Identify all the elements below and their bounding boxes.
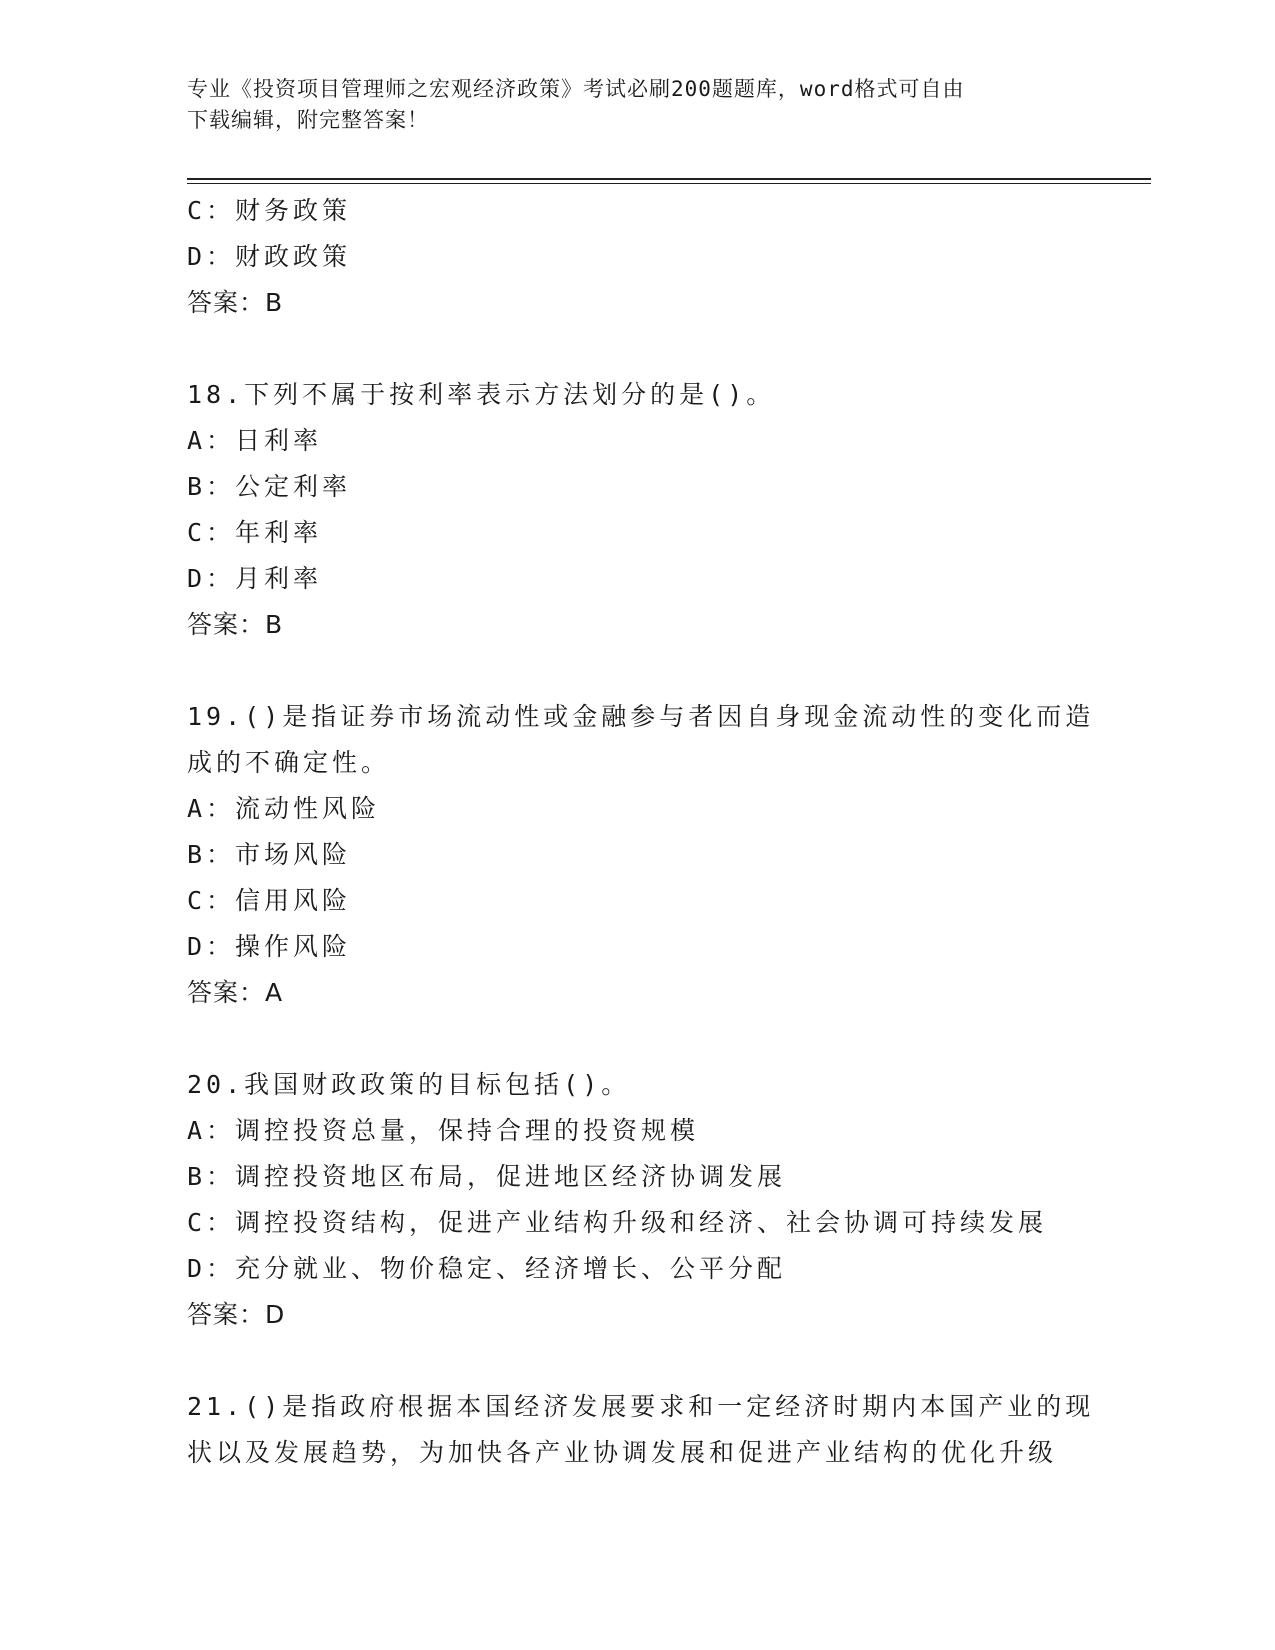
option-b: B：调控投资地区布局，促进地区经济协调发展	[187, 1162, 787, 1191]
option-c: C：信用风险	[187, 886, 352, 915]
question-text-line-2: 状以及发展趋势，为加快各产业协调发展和促进产业结构的优化升级	[187, 1438, 1058, 1467]
option-d: D：财政政策	[187, 242, 352, 271]
document-header	[187, 74, 1067, 136]
answer: 答案：B	[187, 610, 284, 639]
answer: 答案：B	[187, 288, 284, 317]
option-b: B：市场风险	[187, 840, 352, 869]
question-21	[187, 1384, 1095, 1476]
answer: 答案：D	[187, 1300, 286, 1329]
question-text: 18.下列不属于按利率表示方法划分的是()。	[187, 380, 776, 409]
option-a: A：流动性风险	[187, 794, 381, 823]
question-text-line-2: 成的不确定性。	[187, 748, 391, 777]
question-text-line-1: 21.()是指政府根据本国经济发展要求和一定经济时期内本国产业的现	[187, 1392, 1095, 1421]
option-d: D：月利率	[187, 564, 323, 593]
header-rule-thick	[187, 178, 1151, 180]
option-c: C：年利率	[187, 518, 323, 547]
option-a: A：日利率	[187, 426, 323, 455]
header-line-2: 下载编辑，附完整答案！	[187, 108, 429, 132]
header-rule-thin	[187, 183, 1151, 184]
option-c: C：调控投资结构，促进产业结构升级和经济、社会协调可持续发展	[187, 1208, 1048, 1237]
option-d: D：操作风险	[187, 932, 352, 961]
answer: 答案：A	[187, 978, 284, 1007]
question-18	[187, 372, 1087, 648]
question-text: 20.我国财政政策的目标包括()。	[187, 1070, 631, 1099]
question-partial	[187, 188, 1087, 326]
option-a: A：调控投资总量，保持合理的投资规模	[187, 1116, 700, 1145]
question-list	[187, 188, 1095, 1476]
question-19	[187, 694, 1095, 1016]
question-20	[187, 1062, 1087, 1338]
option-c: C：财务政策	[187, 196, 352, 225]
question-text-line-1: 19.()是指证券市场流动性或金融参与者因自身现金流动性的变化而造	[187, 702, 1095, 731]
header-line-1: 专业《投资项目管理师之宏观经济政策》考试必刷200题题库，word格式可自由	[187, 77, 965, 101]
option-d: D：充分就业、物价稳定、经济增长、公平分配	[187, 1254, 787, 1283]
option-b: B：公定利率	[187, 472, 352, 501]
